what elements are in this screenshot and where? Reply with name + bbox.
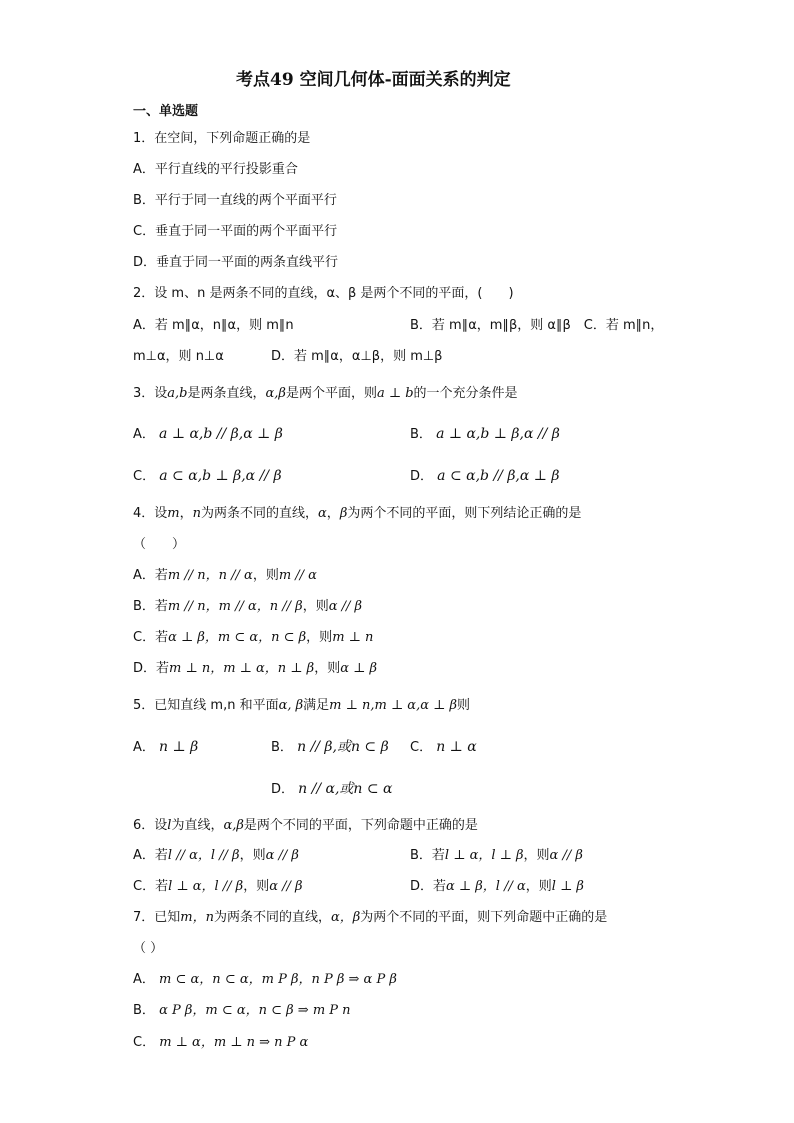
q5-option-d-label: D．	[271, 782, 295, 797]
q7-stem-mid: 为两条不同的直线，	[213, 910, 331, 925]
q6-option-a	[133, 848, 299, 864]
q3-stem-mid2: 是两个平面，则	[285, 386, 377, 401]
q6-option-c-pre: C．若	[133, 879, 169, 894]
q6-option-d	[410, 879, 584, 895]
q5-stem-pre: 5．已知直线 m,n 和平面	[133, 698, 279, 713]
q4-stem-var-m: m	[167, 506, 180, 521]
q6-option-d-then: ，则	[525, 879, 552, 894]
q4-option-c-then: ，则	[306, 630, 333, 645]
q3-stem-planes: α,β	[265, 386, 286, 401]
q6-stem-mid: 为直线，	[171, 818, 224, 833]
q2-stem: 2．设 m、n 是两条不同的直线，α、β 是两个不同的平面，( )	[133, 286, 514, 301]
q7-stem	[133, 910, 607, 926]
q6-option-a-cond: l // α，l // β	[167, 848, 240, 863]
q3-option-c-formula: a ⊂ α,b ⊥ β,α // β	[159, 468, 282, 484]
q7-option-a-label: A．	[133, 972, 155, 987]
q4-option-d	[133, 661, 377, 677]
q6-stem-pre: 6．设	[133, 818, 168, 833]
q7-stem-lines: m，n	[180, 910, 214, 925]
q3-option-a	[133, 426, 283, 443]
q6-option-a-pre: A．若	[133, 848, 168, 863]
q6-stem-post: 是两个不同的平面，下列命题中正确的是	[243, 818, 478, 833]
q6-option-b	[410, 848, 583, 864]
q2-option-c-cont: m⊥α，则 n⊥α	[133, 349, 224, 364]
q4-option-c-pre: C．若	[133, 630, 169, 645]
q5-option-d	[271, 781, 393, 798]
q5-option-a-label: A．	[133, 740, 155, 755]
q5-stem-mid: 满足	[303, 698, 330, 713]
q4-option-c-result: m ⊥ n	[332, 630, 374, 645]
q7-option-c-label: C．	[133, 1035, 156, 1050]
q4-option-c-cond: α ⊥ β，m ⊂ α，n ⊂ β	[168, 630, 307, 645]
q5-option-d-formula: n // α,或n ⊂ α	[298, 781, 393, 797]
q5-option-b-label: B．	[271, 740, 293, 755]
q6-option-b-result: α // β	[549, 848, 583, 863]
q1-option-a: A．平行直线的平行投影重合	[133, 162, 298, 177]
q3-option-a-label: A．	[133, 427, 155, 442]
q3-stem	[133, 386, 518, 402]
q4-option-a-result: m // α	[278, 568, 317, 583]
q7-option-a-formula: m ⊂ α，n ⊂ α，m P β，n P β ⇒ α P β	[159, 972, 397, 987]
q4-stem-var-alpha: α	[318, 506, 327, 521]
q5-stem-post: 则	[457, 698, 471, 713]
q5-stem	[133, 698, 470, 714]
q5-option-b-formula: n // β,或n ⊂ β	[297, 739, 389, 755]
q7-option-a	[133, 972, 397, 988]
q7-stem-pre: 7．已知	[133, 910, 181, 925]
q3-option-c-label: C．	[133, 469, 156, 484]
q4-option-d-result: α ⊥ β	[340, 661, 377, 676]
q4-stem	[133, 506, 581, 522]
q7-option-c-formula: m ⊥ α，m ⊥ n ⇒ n P α	[159, 1035, 309, 1050]
q4-stem-pre: 4．设	[133, 506, 168, 521]
q4-stem-sep2: ，	[326, 506, 340, 521]
q4-paren: （ ）	[133, 537, 186, 552]
q7-option-b	[133, 1003, 351, 1019]
q1-option-c: C．垂直于同一平面的两个平面平行	[133, 224, 338, 239]
q1-option-d: D．垂直于同一平面的两条直线平行	[133, 255, 339, 270]
q1-stem: 1．在空间，下列命题正确的是	[133, 131, 311, 146]
q4-stem-var-n: n	[192, 506, 201, 521]
q4-option-a-then: ，则	[252, 568, 279, 583]
q2-option-a: A．若 m∥α，n∥α，则 m∥n	[133, 318, 294, 333]
q4-option-b	[133, 599, 362, 615]
q6-option-d-pre: D．若	[410, 879, 447, 894]
q3-option-b-formula: a ⊥ α,b ⊥ β,α // β	[436, 426, 560, 442]
q3-stem-post: 的一个充分条件是	[413, 386, 518, 401]
q3-stem-pre: 3．设	[133, 386, 168, 401]
q6-option-c-result: α // β	[269, 879, 303, 894]
q4-option-a	[133, 568, 317, 584]
section-heading: 一、单选题	[133, 104, 199, 119]
q3-option-d-label: D．	[410, 469, 434, 484]
q2-option-b-c: B．若 m∥α，m∥β，则 α∥β C．若 m∥n，	[410, 318, 664, 333]
q4-option-b-cond: m // n，m // α，n // β	[167, 599, 303, 614]
q5-option-c-formula: n ⊥ α	[436, 739, 477, 755]
q6-option-d-result: l ⊥ β	[551, 879, 584, 894]
q4-option-b-then: ，则	[302, 599, 329, 614]
q6-option-a-result: α // β	[265, 848, 299, 863]
q4-stem-mid: 为两条不同的直线，	[201, 506, 319, 521]
q4-option-d-pre: D．若	[133, 661, 170, 676]
q6-option-b-pre: B．若	[410, 848, 445, 863]
q6-option-c-cond: l ⊥ α，l // β	[168, 879, 244, 894]
page-title: 考点49 空间几何体-面面关系的判定	[236, 70, 511, 90]
q5-option-b	[271, 739, 389, 756]
q5-option-c-label: C．	[410, 740, 433, 755]
q5-stem-conditions: m ⊥ n,m ⊥ α,α ⊥ β	[329, 698, 457, 713]
q5-option-a-formula: n ⊥ β	[159, 739, 199, 755]
q3-option-b-label: B．	[410, 427, 432, 442]
q3-option-b	[410, 426, 560, 443]
q7-paren: （ ）	[133, 941, 164, 956]
q5-stem-planes: α, β	[278, 698, 304, 713]
q3-stem-var: a,b	[167, 386, 188, 401]
q6-option-d-cond: α ⊥ β，l // α	[446, 879, 526, 894]
q5-option-c	[410, 739, 477, 756]
q7-option-b-label: B．	[133, 1003, 155, 1018]
q4-stem-post: 为两个不同的平面，则下列结论正确的是	[347, 506, 582, 521]
q4-option-d-cond: m ⊥ n，m ⊥ α，n ⊥ β	[169, 661, 315, 676]
q4-option-b-pre: B．若	[133, 599, 168, 614]
q6-option-b-cond: l ⊥ α，l ⊥ β	[444, 848, 524, 863]
q4-option-b-result: α // β	[328, 599, 363, 614]
q3-option-c	[133, 468, 282, 485]
q3-option-a-formula: a ⊥ α,b // β,α ⊥ β	[159, 426, 283, 442]
q2-option-d: D．若 m∥α，α⊥β，则 m⊥β	[271, 349, 443, 364]
q6-stem-planes: α,β	[223, 818, 244, 833]
q7-option-b-formula: α P β，m ⊂ α，n ⊂ β ⇒ m P n	[159, 1003, 351, 1018]
q6-option-a-then: ，则	[239, 848, 266, 863]
q4-option-d-then: ，则	[314, 661, 341, 676]
q4-option-a-cond: m // n，n // α	[167, 568, 253, 583]
q1-option-b: B．平行于同一直线的两个平面平行	[133, 193, 337, 208]
q5-option-a	[133, 739, 198, 756]
q6-option-c-then: ，则	[243, 879, 270, 894]
q4-option-c	[133, 630, 373, 646]
q3-stem-relation: a ⊥ b	[376, 386, 414, 401]
q7-stem-post: 为两个不同的平面，则下列命题中正确的是	[360, 910, 608, 925]
q7-option-c	[133, 1035, 308, 1051]
q4-stem-sep: ，	[179, 506, 193, 521]
q6-stem	[133, 818, 478, 834]
q3-option-d-formula: a ⊂ α,b // β,α ⊥ β	[437, 468, 560, 484]
q3-stem-mid: 是两条直线，	[187, 386, 266, 401]
q4-stem-var-beta: β	[339, 506, 348, 521]
q6-option-b-then: ，则	[523, 848, 550, 863]
q4-option-a-pre: A．若	[133, 568, 168, 583]
q6-option-c	[133, 879, 303, 895]
q7-stem-planes: α，β	[331, 910, 361, 925]
q6-stem-var-l: l	[167, 818, 172, 833]
q3-option-d	[410, 468, 560, 485]
